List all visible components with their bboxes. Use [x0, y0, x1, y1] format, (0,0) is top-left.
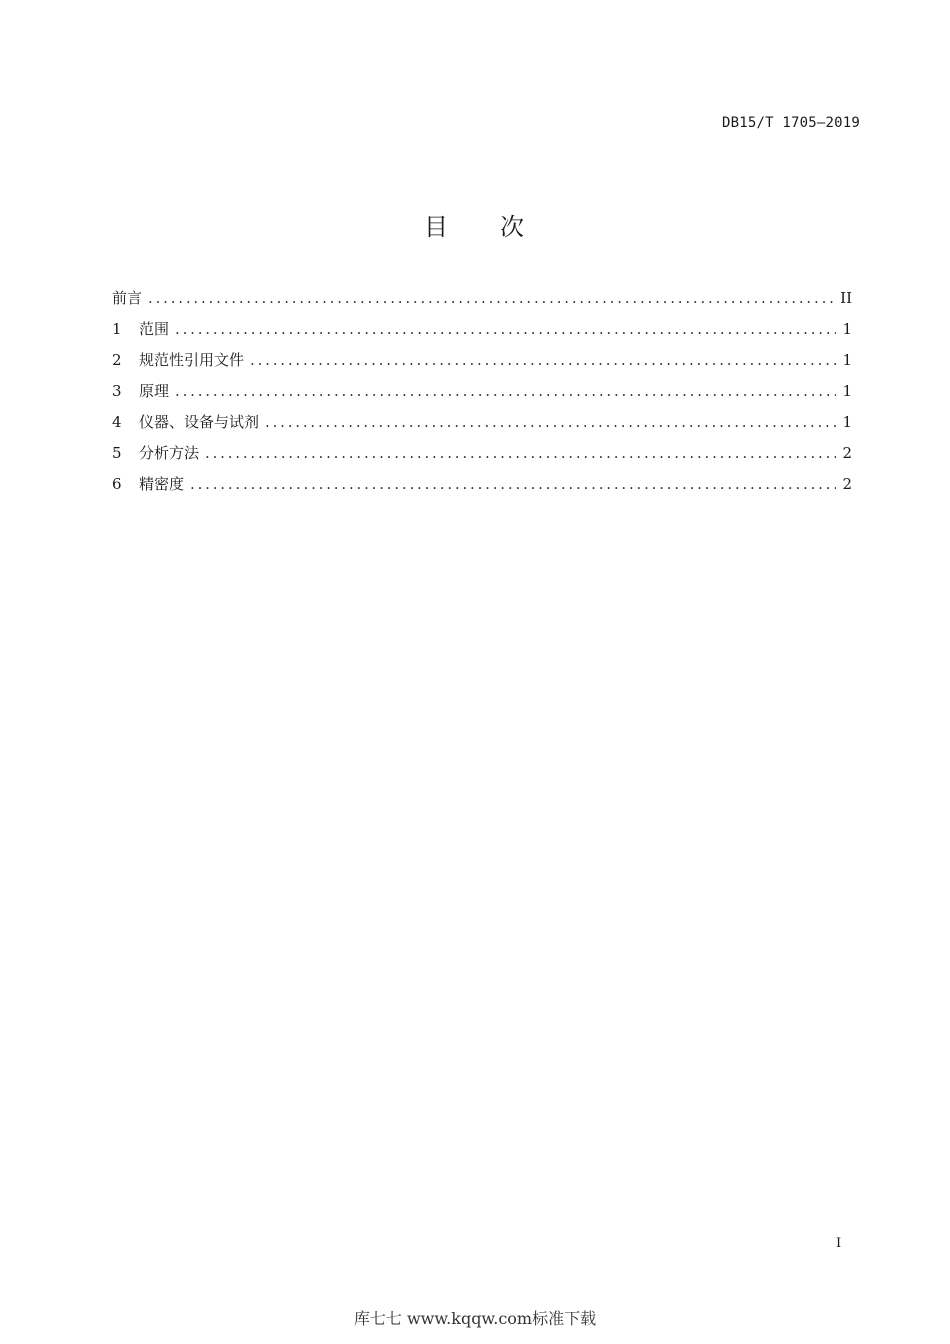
- footer-watermark: 库七七 www.kqqw.com标准下载: [353, 1309, 597, 1328]
- toc-entry-instruments[interactable]: [112, 411, 852, 442]
- toc-entry-number: 1: [112, 320, 122, 338]
- toc-leader-dots: [175, 318, 836, 340]
- toc-title: [0, 207, 950, 242]
- toc-entry-precision[interactable]: [112, 473, 852, 504]
- toc-entry-text: 分析方法: [139, 444, 200, 462]
- toc-entry-number: 2: [112, 351, 122, 369]
- toc-entry-scope[interactable]: [112, 318, 852, 349]
- toc-entry-text: 规范性引用文件: [139, 351, 245, 369]
- toc-entry-page: 1: [842, 382, 852, 400]
- toc-entry-page: 2: [842, 444, 852, 462]
- toc-leader-dots: [190, 473, 836, 495]
- toc-entry-normative-references[interactable]: [112, 349, 852, 380]
- page-number: I: [836, 1236, 842, 1251]
- toc-entry-number: 6: [112, 475, 122, 493]
- toc-entry-text: 仪器、设备与试剂: [139, 413, 260, 431]
- toc-entry-number: 5: [112, 444, 122, 462]
- toc-entry-page: 1: [842, 413, 852, 431]
- toc-entry-number: 4: [112, 413, 122, 431]
- toc-entry-principle[interactable]: [112, 380, 852, 411]
- toc-leader-dots: [265, 411, 836, 433]
- toc-leader-dots: [175, 380, 836, 402]
- toc-entry-page: 2: [842, 475, 852, 493]
- toc-entry-preface[interactable]: [112, 287, 852, 318]
- toc-title-char: 次: [500, 213, 526, 241]
- toc-list: [112, 287, 852, 504]
- toc-title-char: 目: [424, 213, 450, 241]
- standard-code: DB15/T 1705—2019: [721, 115, 860, 131]
- toc-entry-analysis-method[interactable]: [112, 442, 852, 473]
- toc-entry-page: II: [840, 289, 852, 307]
- toc-entry-page: 1: [842, 351, 852, 369]
- toc-entry-page: 1: [842, 320, 852, 338]
- toc-entry-text: 前言: [112, 289, 143, 307]
- toc-leader-dots: [205, 442, 836, 464]
- toc-entry-text: 精密度: [139, 475, 185, 493]
- toc-entry-text: 范围: [139, 320, 170, 338]
- toc-leader-dots: [250, 349, 836, 371]
- toc-leader-dots: [148, 287, 834, 309]
- toc-entry-text: 原理: [139, 382, 170, 400]
- toc-entry-number: 3: [112, 382, 122, 400]
